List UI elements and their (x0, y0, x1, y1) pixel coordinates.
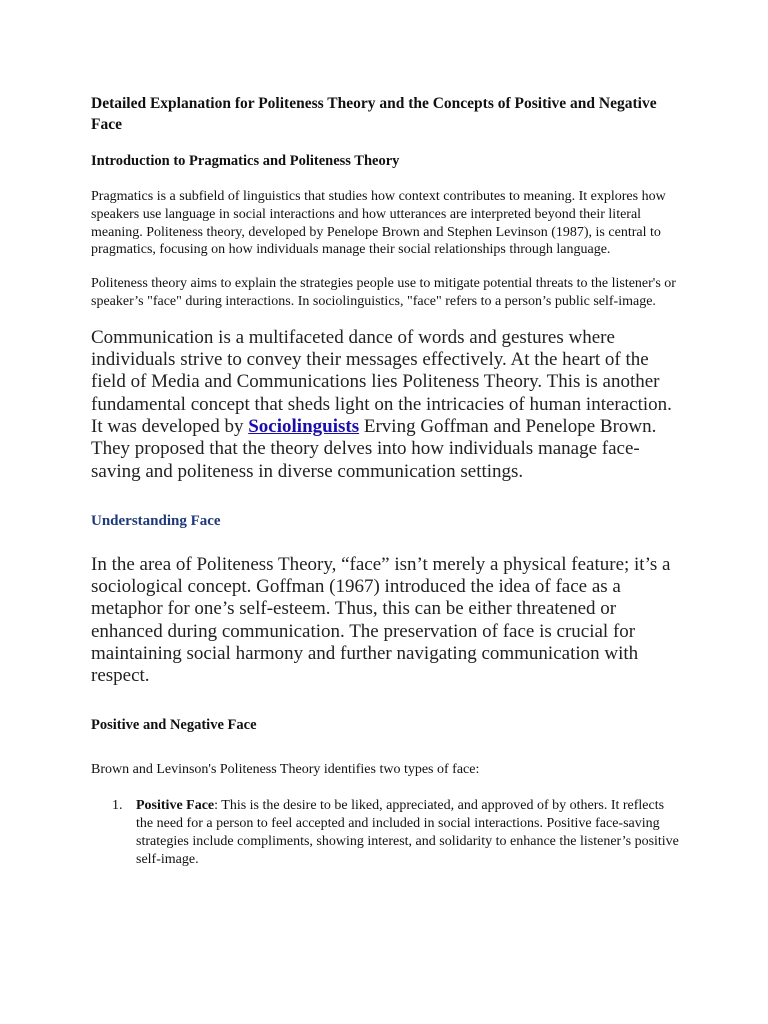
communication-paragraph (91, 327, 681, 483)
communication-text-after-link: Erving Goffman and Penelope Brown. They proposed that the theory delves into how individuals manage face-saving and politeness in diverse communication settings. (91, 415, 657, 482)
understanding-face-paragraph: In the area of Politeness Theory, “face” isn’t merely a physical feature; it’s a sociological concept. Goffman (1967) introduced the idea of face as a metaphor for one’s self-esteem. Thus, this can be either threatened or enhanced during communication. The preservation of face is crucial for maintaining social harmony and further navigating communication with respect. (91, 553, 671, 687)
list-item-term: Positive Face (136, 798, 215, 814)
face-types-list (91, 797, 681, 868)
sociolinguists-link[interactable]: Sociolinguists (248, 415, 360, 437)
positive-negative-face-heading: Positive and Negative Face (91, 716, 257, 733)
understanding-face-heading: Understanding Face (91, 512, 221, 529)
document-page (91, 93, 681, 869)
document-title: Detailed Explanation for Politeness Theory and the Concepts of Positive and Negative Face (91, 95, 657, 133)
face-types-intro: Brown and Levinson's Politeness Theory identifies two types of face: (91, 761, 480, 777)
intro-paragraph-2: Politeness theory aims to explain the strategies people use to mitigate potential threats to the listener's or speaker’s "face" during interactions. In sociolinguistics, "face" refers to a person’s public self-image. (91, 276, 676, 309)
list-item-text: : This is the desire to be liked, appreciated, and approved of by others. It reflects the need for a person to feel accepted and included in social interactions. Positive face-saving strategies include compliments, showing interest, and solidarity to enhance the listener’s positive self-image. (136, 798, 679, 867)
list-item-number: 1. (112, 798, 123, 814)
intro-paragraph-1: Pragmatics is a subfield of linguistics that studies how context contributes to meaning. It explores how speakers use language in social interactions and how utterances are interpreted beyond their literal meaning. Politeness theory, developed by Penelope Brown and Stephen Levinson (1987), is central to pragmatics, focusing on how individuals manage their social relationships through language. (91, 189, 666, 258)
intro-heading: Introduction to Pragmatics and Politeness Theory (91, 153, 400, 169)
list-item (91, 797, 681, 868)
communication-text-before-link: Communication is a multifaceted dance of words and gestures where individuals strive to convey their messages effectively. At the heart of the field of Media and Communications lies Politeness Theory. This is another fundamental concept that sheds light on the intricacies of human interaction. It was developed by (91, 326, 672, 437)
